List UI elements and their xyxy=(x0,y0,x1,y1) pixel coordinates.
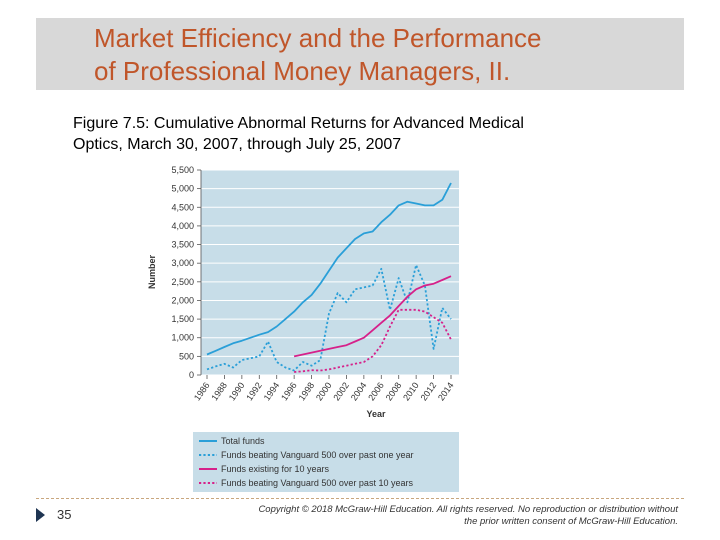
x-tick-label: 2000 xyxy=(313,380,334,403)
footer-divider xyxy=(36,498,684,499)
figure-caption-line2: Optics, March 30, 2007, through July 25, 2007 xyxy=(73,136,402,153)
x-tick-label: 2006 xyxy=(366,380,386,403)
y-tick-label: 5,000 xyxy=(171,183,194,194)
funds-line-chart xyxy=(145,160,465,495)
copyright-line2: the prior written consent of McGraw-Hill Education. xyxy=(464,516,678,527)
slide-arrow-icon xyxy=(36,508,45,522)
copyright-line1: Copyright © 2018 McGraw-Hill Education. All rights reserved. No reproduction or distribution without xyxy=(258,504,678,515)
y-tick-label: 3,500 xyxy=(171,239,194,250)
copyright-notice xyxy=(218,504,678,528)
x-tick-label: 1986 xyxy=(191,380,212,403)
y-tick-label: 5,500 xyxy=(171,165,194,175)
x-tick-label: 2010 xyxy=(401,380,421,403)
x-axis xyxy=(192,375,456,403)
x-tick-label: 1998 xyxy=(296,380,317,403)
y-tick-label: 500 xyxy=(178,351,194,362)
figure-caption xyxy=(73,113,524,155)
legend-label: Total funds xyxy=(221,436,265,446)
y-tick-label: 2,500 xyxy=(171,276,194,287)
plot-background xyxy=(201,170,459,375)
page-number: 35 xyxy=(57,507,72,522)
x-tick-label: 2004 xyxy=(348,380,369,403)
y-tick-label: 2,000 xyxy=(171,295,194,306)
y-tick-label: 4,000 xyxy=(171,220,194,231)
y-tick-label: 1,500 xyxy=(171,314,194,325)
x-tick-label: 1988 xyxy=(209,380,230,403)
x-axis-title: Year xyxy=(366,409,386,419)
x-tick-label: 1996 xyxy=(279,380,299,403)
y-tick-label: 0 xyxy=(188,370,194,380)
title-bar xyxy=(36,18,684,90)
legend-label: Funds existing for 10 years xyxy=(221,464,330,474)
slide-title-line1: Market Efficiency and the Performance xyxy=(94,23,542,53)
legend-label: Funds beating Vanguard 500 over past 10 years xyxy=(221,478,413,488)
x-tick-label: 1992 xyxy=(244,380,264,403)
x-tick-label: 1990 xyxy=(226,380,247,403)
y-axis-title: Number xyxy=(147,254,157,290)
slide-title xyxy=(94,22,542,88)
x-tick-label: 1994 xyxy=(261,380,282,403)
x-tick-label: 2012 xyxy=(418,380,439,403)
y-tick-label: 4,500 xyxy=(171,202,194,213)
y-tick-label: 3,000 xyxy=(171,258,194,269)
figure-caption-line1: Figure 7.5: Cumulative Abnormal Returns for Advanced Medical xyxy=(73,115,524,132)
slide-title-line2: of Professional Money Managers, II. xyxy=(94,56,511,86)
x-tick-label: 2014 xyxy=(435,380,456,403)
x-tick-label: 2008 xyxy=(383,380,404,403)
y-tick-label: 1,000 xyxy=(171,332,194,343)
legend-label: Funds beating Vanguard 500 over past one year xyxy=(221,450,414,460)
x-tick-label: 2002 xyxy=(331,380,352,403)
